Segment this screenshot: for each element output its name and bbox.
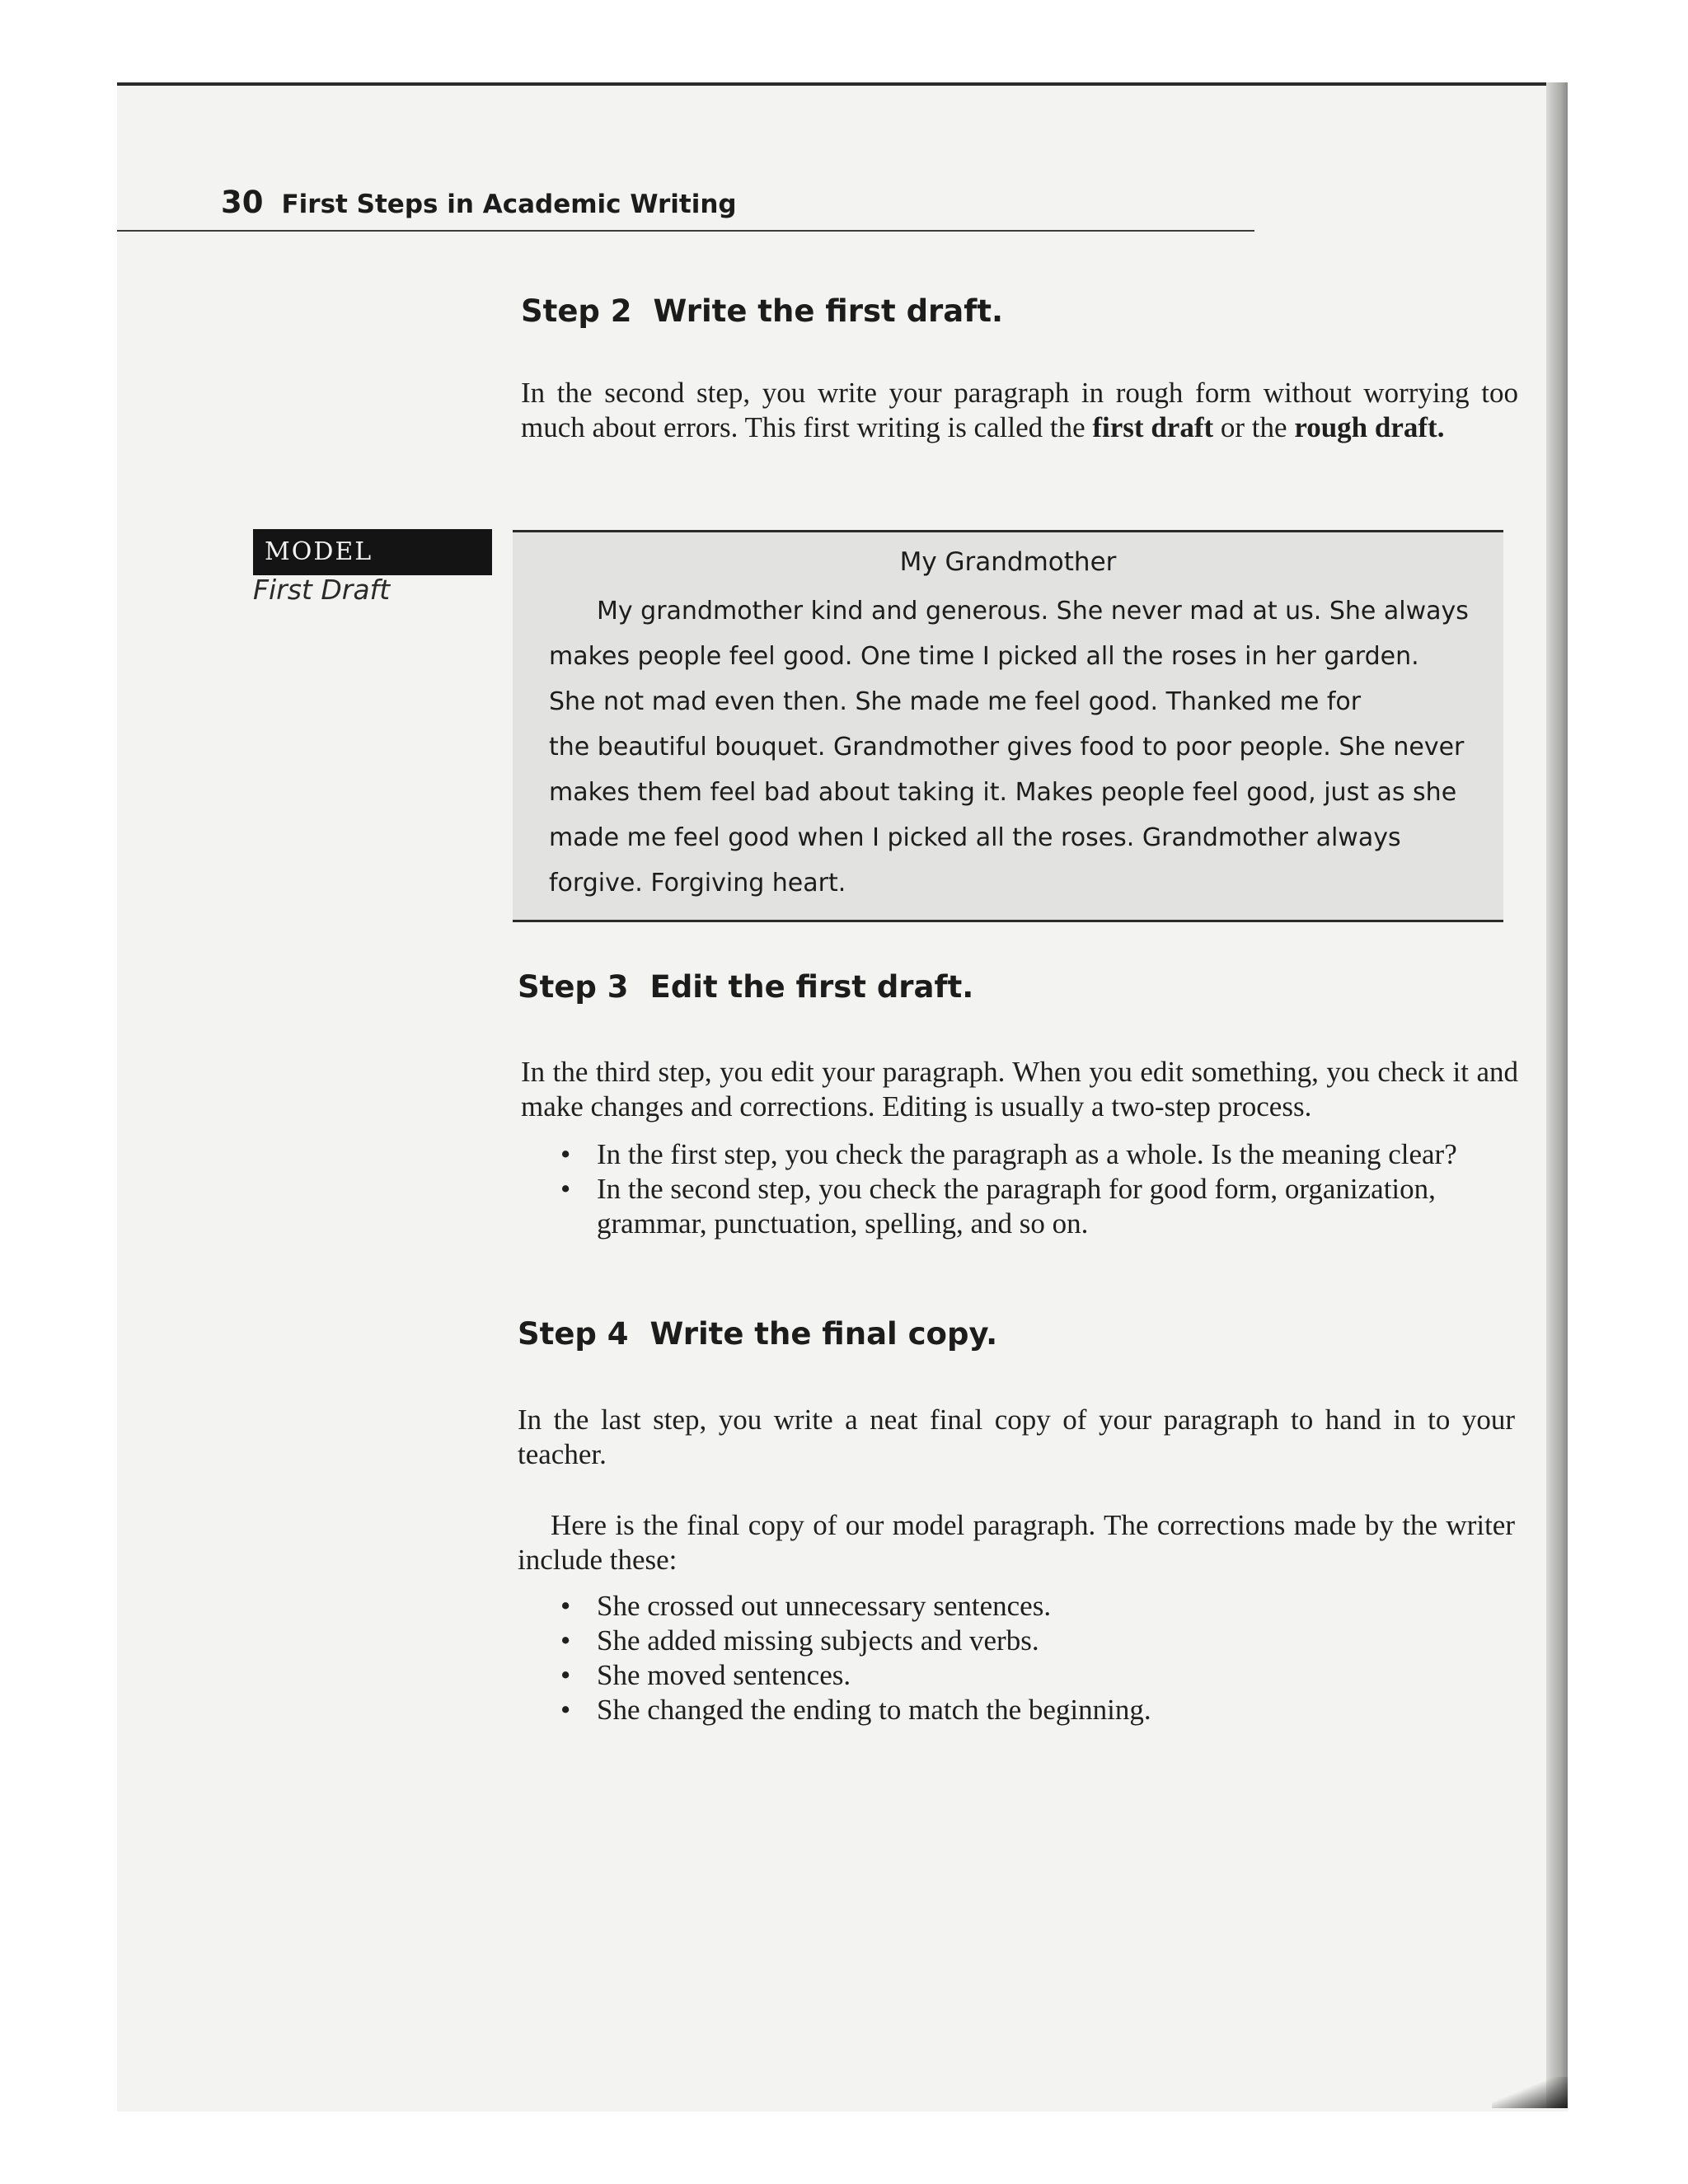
step4-paragraph: In the last step, you write a neat final copy of your paragraph to hand in to your teacher. — [518, 1404, 1515, 1470]
bullet-icon: • — [560, 1624, 571, 1657]
draft-title: My Grandmother — [899, 547, 1117, 577]
page-corner-shadow — [1492, 2077, 1568, 2108]
step4-heading — [518, 1316, 997, 1352]
draft-line: forgive. Forgiving heart. — [549, 869, 846, 898]
page-number: 30 — [221, 185, 264, 220]
bullet-icon: • — [560, 1590, 571, 1622]
bullet-icon: • — [560, 1694, 571, 1726]
model-sublabel: First Draft — [253, 574, 391, 606]
list-item: • She crossed out unnecessary sentences. — [560, 1590, 1052, 1622]
draft-line: She not mad even then. She made me feel good. Thanked me for — [549, 687, 1362, 716]
step3-bullet-list — [557, 1137, 1518, 1241]
step4-title: Write the final copy. — [649, 1316, 998, 1352]
bullet-icon: • — [560, 1659, 571, 1691]
draft-line: makes them feel bad about taking it. Makes people feel good, just as she — [549, 778, 1457, 807]
bullet-icon: • — [560, 1138, 571, 1170]
model-label: MODEL — [253, 529, 492, 575]
book-title: First Steps in Academic Writing — [281, 190, 737, 219]
list-item: • She moved sentences. — [560, 1659, 851, 1691]
draft-line: made me feel good when I picked all the roses. Grandmother always — [549, 823, 1401, 852]
draft-line: the beautiful bouquet. Grandmother gives food to poor people. She never — [549, 733, 1465, 762]
step2-heading — [521, 293, 1003, 329]
header-rule — [117, 230, 1254, 232]
step2-title: Write the first draft. — [653, 293, 1004, 329]
draft-line: My grandmother kind and generous. She never mad at us. She always — [597, 597, 1469, 626]
draft-line: makes people feel good. One time I picked all the roses in her garden. — [549, 642, 1419, 671]
step2-paragraph: In the second step, you write your paragraph in rough form without worrying too much about errors. This first writing is called the first draft or the rough draft. — [521, 377, 1518, 443]
step4-bullet-list — [557, 1589, 1518, 1727]
list-item: • She added missing subjects and verbs. — [560, 1624, 1039, 1657]
term-first-draft: first draft — [1092, 411, 1214, 443]
page-binding-shadow — [1546, 82, 1568, 2108]
bullet-icon: • — [560, 1173, 571, 1205]
running-header — [221, 185, 737, 220]
step3-heading — [518, 969, 973, 1005]
step3-number: Step 3 — [518, 969, 629, 1005]
term-rough-draft: rough draft — [1294, 411, 1437, 443]
step3-paragraph: In the third step, you edit your paragraph. When you edit something, you check it and make changes and corrections. Editing is usually a two-step process. — [521, 1056, 1518, 1122]
first-draft-box — [513, 530, 1503, 922]
draft-text — [549, 588, 1472, 906]
list-item: • In the second step, you check the paragraph for good form, organization, grammar, punctuation, spelling, and so on. — [560, 1173, 1436, 1240]
step4-paragraph-2: Here is the final copy of our model paragraph. The corrections made by the writer include these: — [518, 1509, 1515, 1576]
list-item: • In the first step, you check the paragraph as a whole. Is the meaning clear? — [560, 1138, 1457, 1170]
step2-number: Step 2 — [521, 293, 632, 329]
step3-title: Edit the first draft. — [649, 969, 974, 1005]
list-item: • She changed the ending to match the beginning. — [560, 1694, 1151, 1726]
step4-number: Step 4 — [518, 1316, 629, 1352]
